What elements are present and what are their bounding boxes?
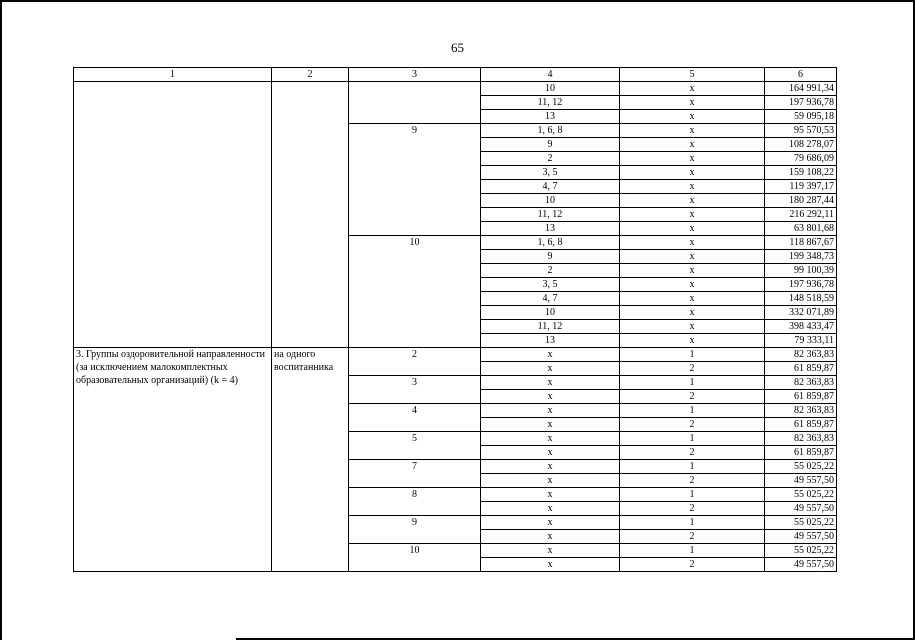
cell-col6-value: 55 025,22 [765,488,837,502]
cell-col5: х [620,180,765,194]
scan-border-left [0,0,2,640]
cell-col3-group: 7 [349,460,481,488]
cell-col6-value: 159 108,22 [765,166,837,180]
cell-col4: 11, 12 [481,208,620,222]
cell-col5: 1 [620,516,765,530]
cell-col3-group: 9 [349,516,481,544]
cell-col4: х [481,348,620,362]
tariff-table [73,67,837,572]
cell-col3-group: 10 [349,236,481,348]
cell-col1-continued [74,82,272,348]
cell-col5: 2 [620,474,765,488]
cell-col5: 2 [620,558,765,572]
cell-col3-group: 2 [349,348,481,376]
cell-col6-value: 180 287,44 [765,194,837,208]
cell-col4: х [481,544,620,558]
cell-col3-group: 4 [349,404,481,432]
cell-col6-value: 82 363,83 [765,432,837,446]
cell-col4: 13 [481,222,620,236]
cell-col4: х [481,390,620,404]
cell-col4: х [481,418,620,432]
cell-col2-continued [272,82,349,348]
cell-col4: 3, 5 [481,166,620,180]
cell-col5: 2 [620,502,765,516]
cell-col4: 3, 5 [481,278,620,292]
cell-col3-group: 8 [349,488,481,516]
cell-col5: х [620,264,765,278]
cell-col4: х [481,446,620,460]
cell-col4: х [481,432,620,446]
cell-col4: х [481,530,620,544]
cell-col4: х [481,362,620,376]
cell-col4: х [481,558,620,572]
cell-col6-value: 164 991,34 [765,82,837,96]
header-row [74,68,837,82]
page-number: 65 [451,40,464,55]
cell-col5: х [620,194,765,208]
cell-col4: х [481,404,620,418]
cell-col4: 4, 7 [481,292,620,306]
cell-col6-value: 61 859,87 [765,390,837,404]
cell-col4: 13 [481,110,620,124]
cell-col5: 2 [620,530,765,544]
cell-col5: х [620,152,765,166]
cell-col4: 2 [481,152,620,166]
cell-col5: х [620,96,765,110]
cell-col3-group: 3 [349,376,481,404]
cell-col5: х [620,110,765,124]
cell-col3-group: 10 [349,544,481,572]
cell-col6-value: 108 278,07 [765,138,837,152]
cell-col3-group: 9 [349,124,481,236]
cell-col3-group [349,82,481,124]
cell-col6-value: 118 867,67 [765,236,837,250]
cell-col5: х [620,166,765,180]
cell-col6-value: 197 936,78 [765,278,837,292]
cell-col5: 1 [620,488,765,502]
cell-col6-value: 55 025,22 [765,544,837,558]
cell-col3-group: 5 [349,432,481,460]
cell-col6-value: 119 397,17 [765,180,837,194]
table-row [74,348,837,362]
table-body [74,68,837,572]
cell-col4: х [481,516,620,530]
cell-col6-value: 63 801,68 [765,222,837,236]
cell-col6-value: 82 363,83 [765,404,837,418]
cell-col5: 2 [620,446,765,460]
cell-col4: 10 [481,194,620,208]
cell-col5: 2 [620,418,765,432]
cell-unit: на одного воспитанника [272,348,349,572]
cell-col5: х [620,320,765,334]
cell-col5: 1 [620,376,765,390]
cell-col5: 1 [620,432,765,446]
column-header-5: 5 [620,68,765,82]
cell-col5: х [620,306,765,320]
cell-col6-value: 55 025,22 [765,460,837,474]
cell-col6-value: 49 557,50 [765,474,837,488]
cell-col6-value: 79 686,09 [765,152,837,166]
cell-col5: х [620,138,765,152]
cell-col6-value: 61 859,87 [765,446,837,460]
cell-col5: х [620,278,765,292]
cell-col5: х [620,292,765,306]
cell-col6-value: 95 570,53 [765,124,837,138]
cell-col6-value: 148 518,59 [765,292,837,306]
cell-col5: х [620,82,765,96]
cell-col6-value: 61 859,87 [765,362,837,376]
cell-col4: х [481,474,620,488]
cell-col6-value: 49 557,50 [765,530,837,544]
cell-col4: 1, 6, 8 [481,124,620,138]
cell-col5: х [620,124,765,138]
cell-col5: 1 [620,544,765,558]
cell-col5: х [620,236,765,250]
cell-col6-value: 49 557,50 [765,558,837,572]
cell-col4: х [481,460,620,474]
cell-col4: 11, 12 [481,96,620,110]
cell-col4: 4, 7 [481,180,620,194]
cell-col5: х [620,222,765,236]
cell-col6-value: 332 071,89 [765,306,837,320]
scan-border-top [0,0,915,2]
column-header-6: 6 [765,68,837,82]
cell-col4: 11, 12 [481,320,620,334]
cell-col4: х [481,376,620,390]
column-header-3: 3 [349,68,481,82]
cell-col4: 13 [481,334,620,348]
cell-col4: 10 [481,306,620,320]
cell-col4: 1, 6, 8 [481,236,620,250]
cell-col4: х [481,488,620,502]
cell-col4: 9 [481,138,620,152]
cell-col5: х [620,208,765,222]
cell-col6-value: 197 936,78 [765,96,837,110]
table-row [74,82,837,96]
cell-col6-value: 61 859,87 [765,418,837,432]
cell-col5: х [620,250,765,264]
cell-col5: 1 [620,460,765,474]
cell-col5: х [620,334,765,348]
cell-col4: 10 [481,82,620,96]
cell-col6-value: 55 025,22 [765,516,837,530]
cell-col6-value: 49 557,50 [765,502,837,516]
cell-col6-value: 82 363,83 [765,376,837,390]
cell-col5: 2 [620,390,765,404]
column-header-2: 2 [272,68,349,82]
cell-col6-value: 59 095,18 [765,110,837,124]
cell-category-name: 3. Группы оздоровительной направленности (за исключением малокомплектных образовательных организаций) (k = 4) [74,348,272,572]
cell-col4: 9 [481,250,620,264]
cell-col5: 1 [620,404,765,418]
cell-col6-value: 398 433,47 [765,320,837,334]
cell-col5: 1 [620,348,765,362]
cell-col6-value: 99 100,39 [765,264,837,278]
cell-col6-value: 79 333,11 [765,334,837,348]
cell-col4: х [481,502,620,516]
column-header-1: 1 [74,68,272,82]
cell-col6-value: 82 363,83 [765,348,837,362]
cell-col4: 2 [481,264,620,278]
column-header-4: 4 [481,68,620,82]
cell-col6-value: 216 292,11 [765,208,837,222]
cell-col5: 2 [620,362,765,376]
cell-col6-value: 199 348,73 [765,250,837,264]
